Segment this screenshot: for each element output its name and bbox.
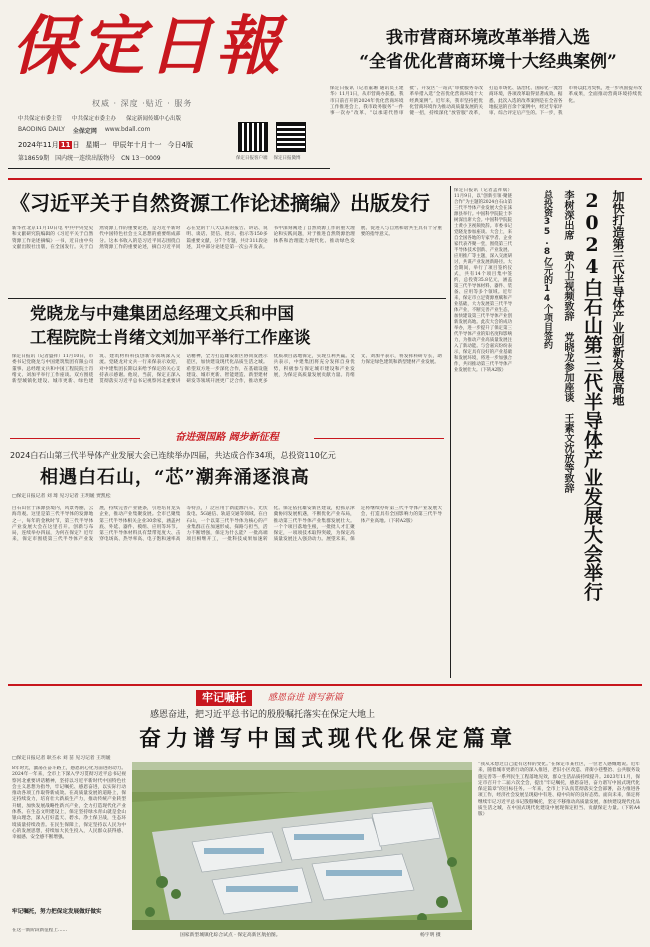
feature-subhead: 感恩奋进，把习近平总书记的殷殷嘱托落实在保定大地上 — [150, 710, 376, 720]
feature-label-tagline: 感恩奋进 谱写新篇 — [268, 693, 343, 703]
banner-label: 奋进强国路 阔步新征程 — [175, 432, 279, 443]
date-line — [18, 140, 193, 150]
issue-number: 第18659期 — [18, 155, 50, 162]
masthead — [0, 0, 650, 180]
top-story-headline-line1: 我市营商环境改革举措入选 — [386, 28, 590, 48]
host-info — [18, 114, 181, 122]
forum-story-body: 保定日报讯（记者盛祥）11月10日，市委书记党晓龙与中国建筑集团有限公司董事、总经理文兵和中国工程院院士肖绪文、刘加平举行工作座谈。双方围绕新型城镇化建设、城市更新、绿色建筑、建筑材料科技创新等领域深入交流。党晓龙对文兵一行来保表示欢迎，对中建集团长期以来给予保定的关心支持表示感谢。他说，当前，保定正深入贯彻落实习近平总书记视察河北重要讲话精神，全力打造雄安新区协同发展示范区，加快建设现代化品质生活之城。希望双方进一步深化合作，在基础设施建设、城市更新、智能建造、新型建材研发等领域开展更广泛合作，推动更多优质项目落地保定，实现互利共赢。文兵表示，中建集团将充分发挥自身优势，积极参与保定城市建设和产业发展，为保定高质量发展贡献力量。肖绪文、刘加平表示，将发挥科研专长，助力保定绿色建筑和新型建材产业发展。 — [12, 354, 442, 385]
banner-headline[interactable]: 相遇白石山，“芯”潮奔涌逐浪高 — [40, 467, 310, 488]
host-line-3: 保定新闻传媒中心出版 — [126, 116, 182, 122]
feature-body-right: “我从未想过自己能有这样的变化。”在保定市某社区，一位老人感慨地说。近年来，随着城市更新行动的深入推进，老旧小区改造、背街小巷整治、公共服务设施完善等一系列民生工程落地见效，群众生活品质持续提升。2023年11月，保定市召开十二届六次全会，提出“牢记嘱托，感恩奋进，奋力谱写中国式现代化保定篇章”的目标任务。一年来，全市上下认真贯彻落实全会部署，奋力推进各项工作，经济社会发展呈现稳中有进、稳中向好的良好态势。面向未来，保定将继续牢记习近平总书记殷殷嘱托，坚定不移推动高质量发展，加快建设现代化品质生活之城，在中国式现代化建设中展现保定担当、贡献保定力量。（下转A4版） — [478, 762, 640, 818]
vertical-story-frame — [450, 186, 451, 678]
photo-credit: 杨宇明 摄 — [420, 933, 441, 938]
weekday: 星期一 — [85, 141, 107, 149]
campus-aerial-image — [132, 762, 472, 930]
banner-story-body: 白石山位于涞源县境内，风景秀丽，云海奇观。这里是第三代半导体的发源地之一，每年的金秋时节，第三代半导体产业发展大会在这里召开。创新与布局，连续举办四届，为何在保定？近年来，保定市围绕第三代半导体产业发展，持续完善产业链条，引进培育龙头企业，推动产业集聚发展。全市已聚集第三代半导体相关企业30余家，涵盖衬底、外延、器件、模组、应用等环节。第三代半导体材料具有禁带宽度大、击穿电场高、热导率高、电子饱和速率高等特点，广泛应用于新能源汽车、光伏发电、5G通信、轨道交通等领域。在白石山，一个以第三代半导体为核心的产业集群正在加速形成。探路与担当，活力不断增强，保定为什么能？一批高端项目相继开工，一批科技成果加速转化。保定依托雄安新区建设，抢抓京津冀协同发展机遇，不断优化产业布局，推动第三代半导体产业集群发展壮大。一个个项目落地生根，一批批人才汇聚保定，一项项技术取得突破，为保定高质量发展注入强劲动力。展望未来，保定将继续办好第三代半导体产业发展大会，打造具有全国影响力的第三代半导体产业高地。（下转A2版） — [12, 506, 442, 543]
forum-story-headline[interactable] — [30, 302, 430, 350]
pinyin: BAODING DAILY — [18, 126, 65, 133]
top-story-body: 保定日报讯（记者董珊 通讯员王建华）11月1日，从市营商办获悉，我市日前召开的2024年优化营商环境工作推进会上，我市政务服务“一件事一次办”改革、“以承诺代替审批”、开发区“一站式”审批服务等改革举措入选“全省优化营商环境十大经典案例”。近年来，我市坚持把优化营商环境作为推动高质量发展的关键一招，持续深化“放管服”改革，打造市场化、法治化、国际化一流营商环境，各项改革取得显著成效。据悉，此次入选的改革案例是在全省各地报送的百余个案例中，经过专家评审、综合评定后产生的。下一步，我市将以此为契机，进一步巩固提升改革成果，全面推动营商环境持续优化。 — [330, 86, 642, 117]
top-story-headline-line2: “全省优化营商环境十大经典案例” — [359, 52, 617, 72]
pinyin-line — [18, 126, 150, 135]
qr-code-weibo — [276, 122, 306, 152]
photo-caption: 国家新型城镇化综合试点 · 保定高新区航拍图。 — [180, 933, 281, 938]
website: www.bdall.com — [104, 126, 151, 133]
feature-label: 牢记嘱托 — [196, 690, 252, 706]
feature-byline: □保定日报记者 耿丕永 刘 苗 见习记者 王玥媛 — [12, 756, 111, 761]
vertical-story-kicker: 加快打造第三代半导体产业创新发展高地 — [611, 190, 625, 406]
lunar-date: 甲辰年十月十一 — [112, 141, 162, 149]
vertical-story-body: 保定日报讯（记者孟祥斌）11月9日，以“创新引领·聚链合作”为主题的2024白石山第三代半导体产业发展大会在涞源县举行。中国科学院院士李树深出席大会。中国科学院院士黄小卫视频致辞。市委书记党晓龙参加座谈。大会上，来自全国各地的专家学者、企业家代表齐聚一堂，围绕第三代半导体技术创新、产业发展、应用推广等主题，深入交流研讨，共谋产业发展新路径。大会期间，举行了项目签约仪式，共有14个项目集中签约，总投资35.8亿元，涵盖第三代半导体材料、器件、装备、应用等多个领域。近年来，保定市立足资源禀赋和产业基础，大力发展第三代半导体产业，不断完善产业生态，加快建设第三代半导体产业创新发展高地。此次大会的成功举办，进一步提升了保定第三代半导体产业的知名度和影响力，为推动产业高质量发展注入了新动能。与会嘉宾纷纷表示，保定具有良好的产业基础和发展环境，将进一步加强合作，共同推动第三代半导体产业发展壮大。（下转A2版） — [454, 188, 512, 373]
logo-slogan: 权威 · 深度 ·贴近 · 服务 — [92, 99, 193, 108]
masthead-red-rule — [8, 178, 642, 180]
qr-label-weibo: 保定日报微博 — [273, 156, 301, 161]
book-story-body: 新华社北京11月10日电 中共中央党史和文献研究院编辑的《习近平关于自然资源工作论述摘编》一书，近日由中央文献出版社出版，在全国发行。关于自然资源工作的重要论述，是习近平新时代中国特色社会主义思想的重要组成部分。这本书收入的是习近平同志围绕自然资源工作的重要论述，摘自习近平同志在党的十八大以来的报告、讲话、说明、谈话、贺信、批示、指示等150多篇重要文献，分7个专题，共计311段论述，其中部分论述是第一次公开发表。书中深刻阐述了自然资源工作的重大理论和实践问题，对于推进自然资源治理体系和治理能力现代化、推动绿色发展、促进人与自然和谐共生具有十分重要的指导意义。 — [12, 226, 442, 250]
masthead-divider — [8, 168, 330, 169]
feature-photo — [132, 762, 472, 930]
banner-rule-left — [10, 438, 140, 439]
feature-body-left: 8年时光，激荡在奋斗路上，感恩的心化为前进的动力。2024年一年来，全市上下深入学习贯彻习近平总书记视察河北重要讲话精神，坚持以习近平新时代中国特色社会主义思想为指导，牢记嘱托、感恩奋进，以实际行动推动各项工作取得新成效。在高质量发展的道路上，保定持续发力，培育壮大新质生产力，推动传统产业转型升级，加快发展战略性新兴产业，全力打造现代化产业体系。在生态文明建设上，保定坚持绿水青山就是金山银山理念，深入打好蓝天、碧水、净土保卫战，生态环境质量持续改善。在民生保障上，保定坚持以人民为中心的发展思想，持续加大民生投入，人民群众获得感、幸福感、安全感不断增强。 — [12, 766, 126, 841]
vertical-story-body-lower — [514, 500, 540, 670]
host-line-1: 中共保定市委主管 — [18, 116, 63, 122]
forum-story-headline-line1: 党晓龙与中建集团总经理文兵和中国 — [30, 304, 294, 323]
qr-labels — [236, 155, 301, 161]
cn-label: 国内统一连续出版物号 — [55, 155, 116, 162]
qr-code-app — [238, 122, 268, 152]
feature-red-rule — [8, 684, 642, 686]
banner-subhead: 2024白石山第三代半导体产业发展大会已连续举办四届，共达成合作34项，总投资110亿元 — [10, 451, 336, 460]
feature-headline[interactable]: 奋力谱写中国式现代化保定篇章 — [138, 726, 517, 752]
newspaper-logo: 保定日報 — [12, 9, 284, 84]
page-count: 今日4版 — [167, 141, 193, 149]
qr-label-app: 保定日报客户端 — [236, 156, 268, 161]
vertical-story-sub1: 李树深出席 黄小卫视频致辞 党晓龙参加座谈 王素文沈放等致辞 — [562, 190, 573, 493]
forum-story-headline-line2: 工程院院士肖绪文刘加平举行工作座谈 — [30, 328, 311, 347]
book-story-headline[interactable]: 《习近平关于自然资源工作论述摘编》出版发行 — [10, 191, 430, 215]
date: 2024年11月 11 日 — [18, 141, 80, 149]
feature-sidebar-body: 在这一新阶段新征程上…… — [12, 928, 68, 933]
top-story-headline[interactable] — [328, 26, 648, 74]
cn-number: CN 13－0009 — [121, 155, 161, 162]
issue-line — [18, 153, 161, 162]
vertical-story-sub2: 总投资35.8亿元的14个项目签约 — [542, 190, 552, 349]
date-day: 11 — [60, 141, 71, 149]
book-story-divider — [8, 298, 446, 299]
banner-rule-right — [314, 438, 444, 439]
vertical-story-headline[interactable]: 2024白石山第三代半导体产业发展大会举行 — [581, 190, 603, 601]
website-label: 全保定网 — [72, 128, 97, 135]
host-line-2: 中共保定市委主办 — [72, 116, 117, 122]
feature-sidebar-title: 牢记嘱托，努力把保定发展做好做实 — [12, 909, 102, 915]
banner-byline: □保定日报记者 刘 琦 见习记者 王玥媛 贾凯松 — [12, 494, 111, 499]
